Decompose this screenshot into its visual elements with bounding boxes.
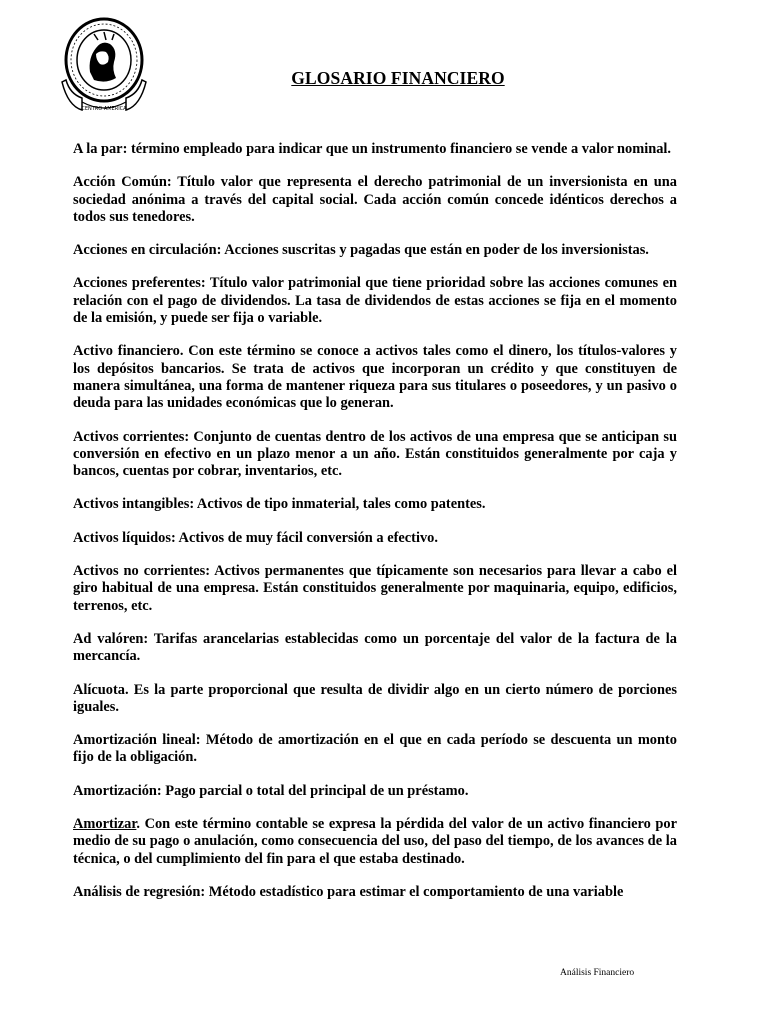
glossary-entry-acciones-en-circulacion: Acciones en circulación: Acciones suscritas y pagadas que están en poder de los inversionistas. bbox=[73, 242, 649, 259]
glossary-entry-activos-liquidos: Activos líquidos: Activos de muy fácil conversión a efectivo. bbox=[73, 529, 438, 546]
glossary-entry-alicuota: Alícuota. Es la parte proporcional que resulta de dividir algo en un cierto número de porciones iguales. bbox=[73, 681, 677, 715]
glossary-entry-activo-financiero: Activo financiero. Con este término se conoce a activos tales como el dinero, los títulos-valores y los depósitos bancarios. Se trata de activos que incorporan un crédito y que constituyen de manera simultánea, una forma de mantener riqueza para sus titulares o poseedores, y un pasivo o deuda para las unidades económicas que lo generan. bbox=[73, 343, 677, 412]
seal-bottom-text: CENTRO AMERICA bbox=[81, 106, 127, 112]
page-title: GLOSARIO FINANCIERO bbox=[291, 68, 505, 88]
glossary-entry-ad-valoren: Ad valóren: Tarifas arancelarias establecidas como un porcentaje del valor de la factura de la mercancía. bbox=[73, 630, 677, 665]
glossary-entry-amortizacion-lineal: Amortización lineal: Método de amortización en el que en cada período se descuenta un monto fijo de la obligación. bbox=[73, 732, 677, 766]
university-seal-icon bbox=[60, 10, 156, 120]
glossary-entry-amortizacion: Amortización: Pago parcial o total del principal de un préstamo. bbox=[73, 782, 469, 799]
glossary-list bbox=[73, 141, 677, 917]
glossary-entry-accion-comun: Acción Común: Título valor que representa el derecho patrimonial de un inversionista en una sociedad anónima a través del capital social. Cada acción común concede idénticos derechos a todos sus tenedores. bbox=[73, 174, 677, 225]
glossary-entry-activos-no-corrientes: Activos no corrientes: Activos permanentes que típicamente son necesarios para llevar a cabo el giro habitual de una empresa. Están constituidos generalmente por maquinaria, equipo, edificios, terrenos, etc. bbox=[73, 563, 677, 614]
glossary-entry-analisis-de-regresion: Análisis de regresión: Método estadístico para estimar el comportamiento de una variable bbox=[73, 883, 624, 900]
glossary-entry-acciones-preferentes: Acciones preferentes: Título valor patrimonial que tiene prioridad sobre las acciones comunes en relación con el pago de dividendos. La tasa de dividendos de estas acciones se fija en el momento de la emisión, y puede ser fija o variable. bbox=[73, 275, 677, 327]
glossary-term-amortizar: Amortizar bbox=[73, 816, 137, 833]
glossary-entry-activos-corrientes: Activos corrientes: Conjunto de cuentas dentro de los activos de una empresa que se anticipan su conversión en efectivo en un plazo menor a un año. Están constituidos generalmente por caja y bancos, cuentas por cobrar, inventarios, etc. bbox=[73, 428, 677, 480]
glossary-entry-activos-intangibles: Activos intangibles: Activos de tipo inmaterial, tales como patentes. bbox=[73, 496, 486, 513]
page-footer: Análisis Financiero bbox=[560, 968, 635, 978]
glossary-entry-amortizar bbox=[73, 816, 677, 868]
glossary-definition-amortizar: . Con este término contable se expresa la pérdida del valor de un activo financiero por medio de su pago o anulación, como consecuencia del uso, del paso del tiempo, de los avances de la técnica, o del cumplimiento del fin para el que estaba destinado. bbox=[73, 816, 677, 867]
glossary-entry-a-la-par: A la par: término empleado para indicar que un instrumento financiero se vende a valor nominal. bbox=[73, 141, 672, 157]
